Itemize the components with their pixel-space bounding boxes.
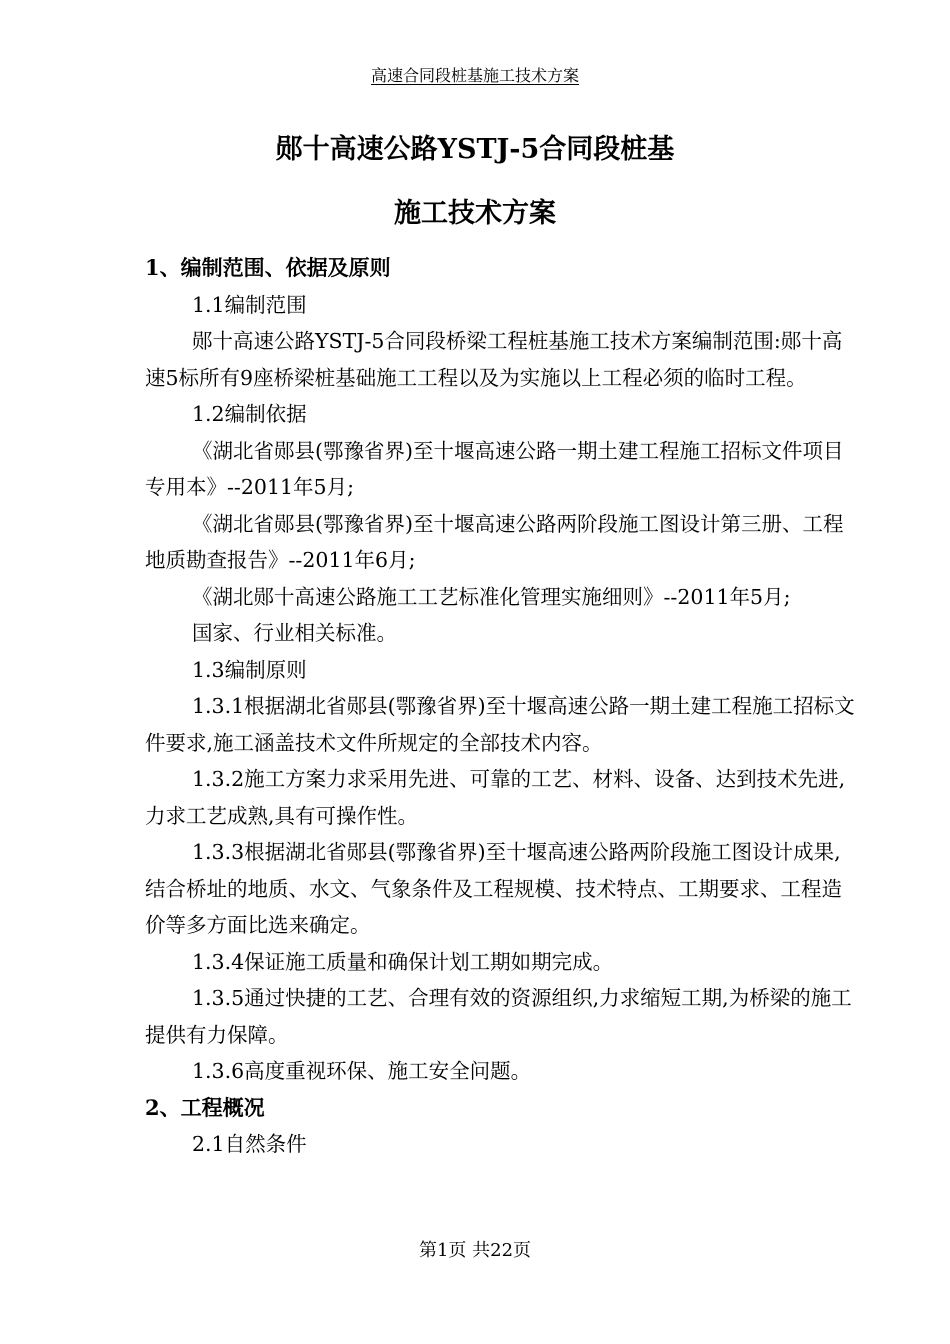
paragraph: 1.2编制依据 [192,402,307,426]
document-title-line2: 施工技术方案 [394,198,556,229]
paragraph: 《湖北郧十高速公路施工工艺标准化管理实施细则》--2011年5月; [192,584,791,609]
paragraph: 国家、行业相关标准。 [192,621,397,645]
document-body [145,250,855,1163]
page-number-footer: 第1页 共22页 [418,1240,532,1261]
paragraph: 《湖北省郧县(鄂豫省界)至十堰高速公路一期土建工程施工招标文件项目专用本》--2011年5月; [145,438,844,499]
paragraph: 2.1自然条件 [192,1132,307,1156]
paragraph: 1.3.5通过快捷的工艺、合理有效的资源组织,力求缩短工期,为桥梁的施工提供有力保障。 [145,986,852,1047]
section-heading: 1、编制范围、依据及原则 [145,255,391,280]
paragraph: 1.3.3根据湖北省郧县(鄂豫省界)至十堰高速公路两阶段施工图设计成果,结合桥址的地质、水文、气象条件及工程规模、技术特点、工期要求、工程造价等多方面比选来确定。 [145,840,842,937]
paragraph: 《湖北省郧县(鄂豫省界)至十堰高速公路两阶段施工图设计第三册、工程地质勘查报告》--2011年6月; [145,511,844,572]
running-header-text: 高速合同段桩基施工技术方案 [370,66,579,85]
paragraph: 1.3编制原则 [192,657,307,682]
paragraph: 1.1编制范围 [192,292,307,317]
paragraph: 1.3.6高度重视环保、施工安全问题。 [192,1059,532,1083]
paragraph: 1.3.2施工方案力求采用先进、可靠的工艺、材料、设备、达到技术先进,力求工艺成熟,具有可操作性。 [145,767,846,828]
paragraph: 1.3.4保证施工质量和确保计划工期如期完成。 [192,949,614,974]
document-title-line1: 郧十高速公路YSTJ-5合同段桩基 [275,134,675,165]
running-header [0,66,950,86]
paragraph: 1.3.1根据湖北省郧县(鄂豫省界)至十堰高速公路一期土建工程施工招标文件要求,施工涵盖技术文件所规定的全部技术内容。 [145,694,855,755]
section-heading: 2、工程概况 [145,1094,265,1120]
paragraph: 郧十高速公路YSTJ-5合同段桥梁工程桩基施工技术方案编制范围:郧十高速5标所有9座桥梁桩基础施工工程以及为实施以上工程必须的临时工程。 [145,329,843,390]
